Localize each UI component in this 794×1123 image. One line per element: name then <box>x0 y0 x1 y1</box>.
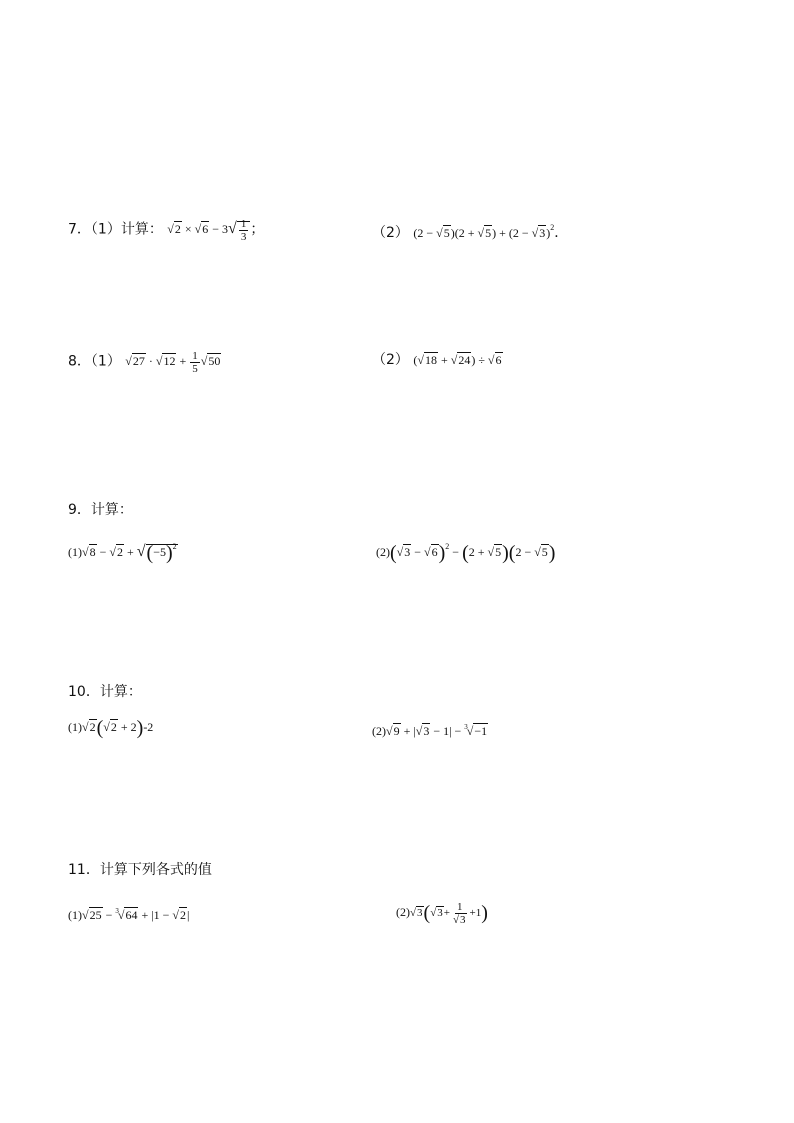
q9-number: 9．计算： <box>68 502 133 518</box>
q11-part1-label: (1) <box>68 908 82 922</box>
q11-number: 11．计算下列各式的值 <box>68 862 212 878</box>
q8-number: 8． <box>68 353 91 370</box>
q11-part2 <box>396 901 488 926</box>
q8-part2 <box>372 350 503 370</box>
q7-number: 7． <box>68 221 91 238</box>
q9-part1-label: (1) <box>68 545 82 559</box>
q7-part2-label: （2） <box>372 225 409 241</box>
q10-part1 <box>68 717 153 737</box>
q9-heading <box>68 500 133 520</box>
q9-part1 <box>68 537 178 562</box>
q7-part1-label: （1）计算： <box>90 221 163 238</box>
q10-part1-expression: √2(√2 + 2)-2 <box>82 717 154 739</box>
q7-part1: 7．（1）计算： √2 × √6 − 3√ $\frac{1}{3}$ ； <box>68 218 265 243</box>
q9-part2 <box>376 537 555 562</box>
q9-part1-expression: $√8 - √2 + √(-5)^2$ <box>82 542 177 564</box>
q10-heading <box>68 682 142 702</box>
q7-part1-expression: √2 × √6 − 3√ $\frac{1}{3}$ <box>167 222 250 236</box>
q10-part2 <box>372 717 488 741</box>
q10-part1-label: (1) <box>68 720 82 734</box>
q8-part1-label: （1） <box>90 353 121 370</box>
q8-part1-expression: √27 · √12 + $\frac{1}{5}$ √50 <box>125 350 221 375</box>
q8-part1 <box>68 350 221 375</box>
q11-part1 <box>68 901 189 925</box>
q10-part2-label: (2) <box>372 724 386 738</box>
q11-heading <box>68 860 212 880</box>
q9-part2-expression: $(√3 - √6)^2 - (2 + √5)(2 - √5)$ <box>390 542 556 564</box>
q7-part2-expression: $(2 - √5)(2 + √5) + (2 - √3)^2$ <box>413 223 555 240</box>
q11-part2-label: (2) <box>396 905 410 920</box>
q10-part2-expression: √9 + |√3 − 1| − $^3$√−1 <box>386 723 488 738</box>
q8-part2-label: （2） <box>372 352 409 368</box>
q7-part2: （2） $(2 - √5)(2 + √5) + (2 - √3)^2$． <box>372 223 569 241</box>
q10-number: 10．计算： <box>68 684 142 700</box>
q11-part2-expression: √3(√3+ $\frac{1}{√3}$ +1) <box>410 901 488 926</box>
q9-part2-label: (2) <box>376 545 390 559</box>
q8-part2-expression: (√18 + √24) ÷ √6 <box>413 353 502 367</box>
q11-part1-expression: √25 − $^3$√64 + |1 − √2| <box>82 907 190 922</box>
